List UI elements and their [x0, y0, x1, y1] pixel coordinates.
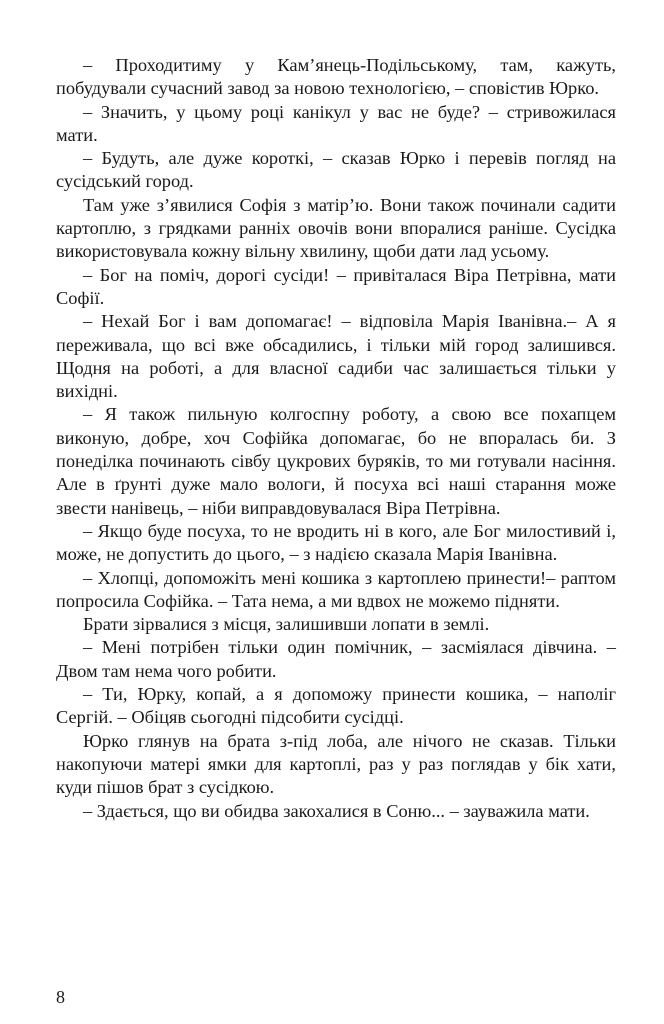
paragraph: – Я також пильную колгоспну роботу, а свою все похапцем виконую, добре, хоч Софійка допомагає, бо не впоралась би. З понеділка починають сівбу цукрових буряків, то ми готували насіння. Але в ґрунті дуже мало вологи, й посуха всі наші старання може звести нанівець, – ніби виправдовувалася Віра Петрівна. [56, 404, 616, 518]
paragraph: – Будуть, але дуже короткі, – сказав Юрко і перевів погляд на сусідський город. [56, 148, 616, 192]
paragraph: – Нехай Бог і вам допомагає! – відповіла Марія Іванівна.– А я переживала, що всі вже обсадились, і тільки мій город залишився. Щодня на роботі, а для власної садиби час залишається тільки у вихідні. [56, 311, 616, 402]
paragraph: – Якщо буде посуха, то не вродить ні в кого, але Бог милостивий і, може, не допустить до цього, – з надією сказала Марія Іванівна. [56, 520, 616, 565]
paragraph: – Значить, у цьому році канікул у вас не буде? – стривожилася мати. [56, 101, 616, 145]
paragraph: – Проходитиму у Кам’янець-Подільському, там, кажуть, побудували сучасний завод за новою технологією, – сповістив Юрко. [56, 55, 616, 99]
page-number: 8 [56, 987, 65, 1007]
paragraph: – Здається, що ви обидва закохалися в Соню... – зауважила мати. [83, 800, 590, 821]
paragraph: – Бог на поміч, дорогі сусіди! – привіталася Віра Петрівна, мати Софії. [56, 264, 616, 308]
paragraph: – Хлопці, допоможіть мені кошика з картоплею принести!– раптом попросила Софійка. – Тата нема, а ми вдвох не можемо підняти. [56, 567, 616, 611]
paragraph: Юрко глянув на брата з-під лоба, але нічого не сказав. Тільки накопуючи матері ямки для картоплі, раз у раз поглядав у бік хати, куди пішов брат з сусідкою. [56, 730, 616, 798]
page-body [56, 54, 616, 823]
paragraph: Брати зірвалися з місця, залишивши лопати в землі. [83, 614, 490, 635]
paragraph: Там уже з’явилися Софія з матір’ю. Вони також починали садити картоплю, з грядками ранніх овочів вони впоралися раніше. Сусідка використовувала кожну вільну хвилину, щоби дати лад усьому. [56, 194, 616, 262]
paragraph: – Мені потрібен тільки один помічник, – засміялася дівчина. – Двом там нема чого робити. [56, 637, 616, 681]
paragraph: – Ти, Юрку, копай, а я допоможу принести кошика, – наполіг Сергій. – Обіцяв сьогодні підсобити сусідці. [56, 684, 616, 728]
